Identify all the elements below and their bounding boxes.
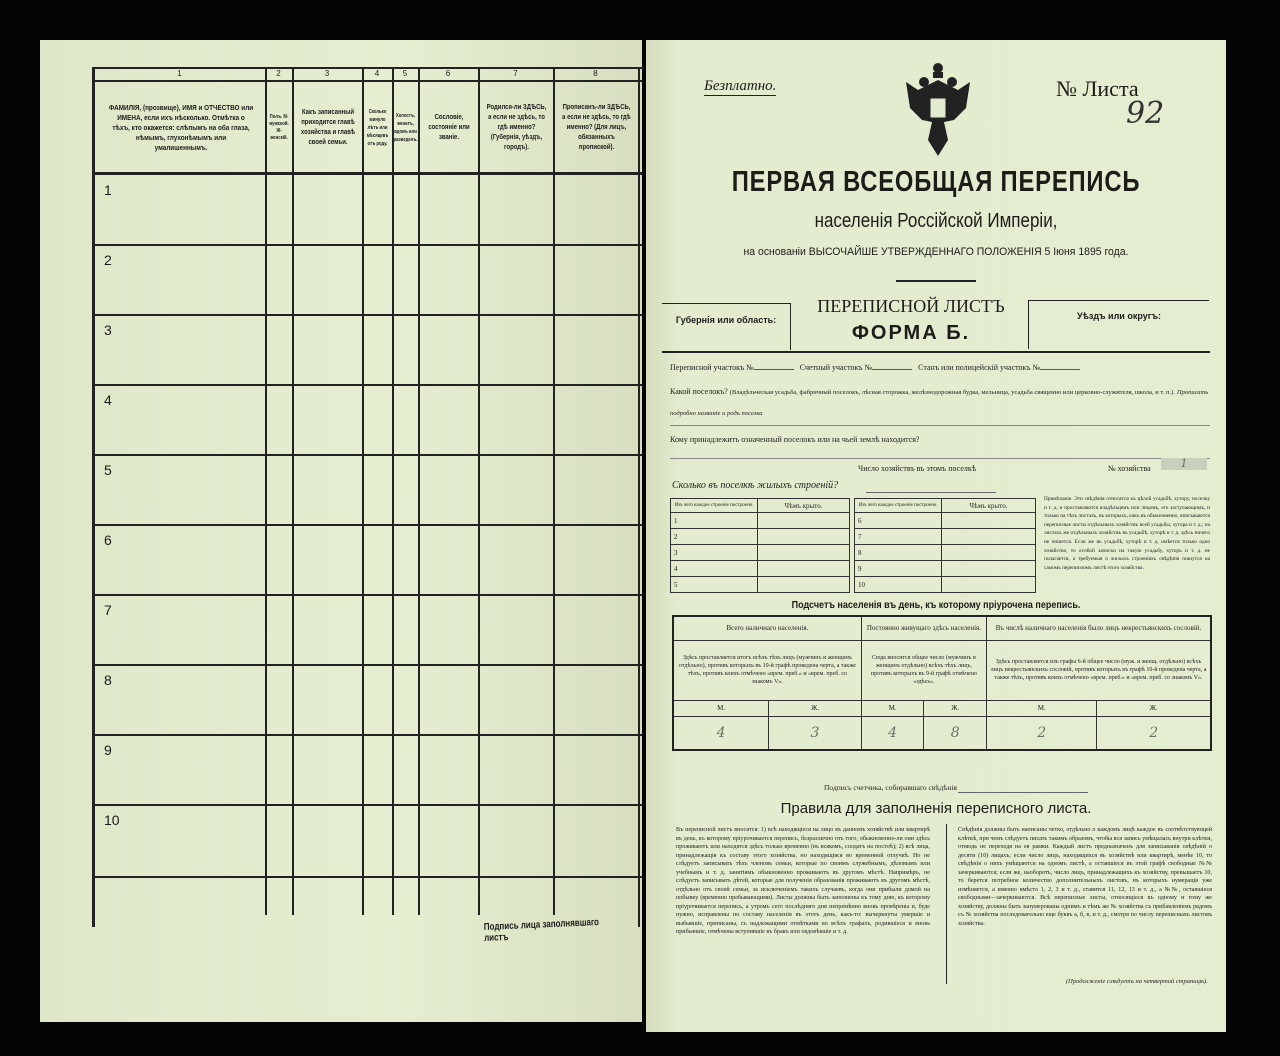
building-row <box>855 577 1036 593</box>
header-birthplace: Родился-ли ЗДѢСЬ, а если не здѣсь, то гдѣ именно? (Губернія, уѣздъ, городъ). <box>486 104 547 151</box>
column-number: 3 <box>324 69 330 78</box>
police-area-label: Станъ или полицейскій участокъ № <box>918 363 1041 372</box>
male-header: М. <box>987 700 1097 716</box>
count-title: Подсчетъ населенія въ день, къ которому пріурочена перепись. <box>791 600 1081 611</box>
col-material: Изъ чего каждое строеніе построено. <box>855 499 942 513</box>
male-count: 2 <box>987 716 1097 750</box>
province-label: Губернія или область: <box>675 315 777 325</box>
column-number: 4 <box>374 69 380 78</box>
female-count: 8 <box>924 716 987 750</box>
row-divider <box>92 524 642 526</box>
free-label: Безплатно. <box>704 78 777 94</box>
province-box <box>662 303 791 350</box>
row-number: 2 <box>104 252 112 268</box>
column-number: 8 <box>593 69 598 78</box>
building-number: 6 <box>855 513 942 529</box>
write-line <box>958 792 1088 793</box>
form-title: ПЕРЕПИСНОЙ ЛИСТЪ <box>817 296 1005 316</box>
header-estate: Сословіе, состояніе или званіе. <box>428 114 470 141</box>
count-area-label: Счетный участокъ № <box>799 363 873 372</box>
row-divider <box>92 384 642 386</box>
col-roof: Чѣмъ крыто. <box>758 499 850 513</box>
building-number: 8 <box>855 545 942 561</box>
census-title: ПЕРВАЯ ВСЕОБЩАЯ ПЕРЕПИСЬ <box>731 166 1141 198</box>
building-row <box>671 529 850 545</box>
row-divider <box>92 244 642 246</box>
row-number: 4 <box>104 392 112 408</box>
census-subtitle: населенія Россійской Имперіи, <box>814 210 1058 232</box>
row-number: 1 <box>104 182 112 198</box>
row-number: 3 <box>104 322 112 338</box>
count-group-desc: Сюда вносится общее число (мужчинъ и женщинъ отдѣльно) всѣхъ тѣхъ лицъ, противъ которыхъ въ 9-й графѣ отмѣчено «здѣсь». <box>861 640 986 700</box>
male-count: 4 <box>861 716 924 750</box>
col-material: Изъ чего каждое строеніе построено. <box>671 499 758 513</box>
column-number: 7 <box>513 69 518 78</box>
row-number: 5 <box>104 462 112 478</box>
divider <box>92 80 642 82</box>
building-number: 4 <box>671 561 758 577</box>
roof-cell[interactable] <box>942 561 1036 577</box>
building-number: 3 <box>671 545 758 561</box>
population-count-table <box>672 615 1212 751</box>
divider <box>92 67 95 927</box>
header-marital: Холостъ, женатъ, вдовъ или разведенъ. <box>393 113 418 143</box>
divider <box>92 876 642 878</box>
row-number: 6 <box>104 532 112 548</box>
female-header: Ж. <box>1097 700 1211 716</box>
female-header: Ж. <box>924 700 987 716</box>
count-group-desc: Здѣсь проставляется итогъ всѣхъ тѣхъ лицъ (мужчинъ и женщинъ отдѣльно), противъ которыхъ въ 10-й графѣ проведена черта, а также тѣхъ, противъ коихъ отмѣчено «врем. преб.» и «врем. преб. со знакомъ V». <box>673 640 861 700</box>
count-group-desc: Здѣсь проставляется изъ графы 6-й общее число (муж. и женщ. отдѣльно) всѣхъ лицъ некрестьянскихъ сословій, противъ которыхъ въ графѣ 10-й проведена черта, а также тѣхъ, противъ коихъ отмѣчено «врем. преб.» и «врем. преб. со знакомъ V». <box>987 640 1212 700</box>
male-count: 4 <box>673 716 769 750</box>
divider <box>362 67 364 915</box>
roof-cell[interactable] <box>942 529 1036 545</box>
divider <box>946 824 947 984</box>
rules-right-column: Свѣдѣнія должны быть написаны четко, отдѣльно о каждомъ лицѣ каждое въ соотвѣтствующей клѣткѣ, при чемъ слѣдуетъ писать такимъ образомъ, чтобы вся запись умѣщалась внутри клѣтки, отнюдь не переходя на ея рамки. Каждый листъ предназначенъ для записыванія свѣдѣній о десяти (10) лицахъ; если число лицъ, находящихся въ хозяйствѣ или квартирѣ, менѣе 10, то свѣдѣнія о нихъ умѣщаются на одномъ листѣ, а оставшіеся въ этой графѣ свободные №№ зачеркиваются; если же, наоборотъ, число лицъ, принадлежащихъ къ хозяйству, превышаетъ 10, то берется потребное количество дополнительныхъ листовъ, въ которыхъ нумерація уже измѣняется, а именно вмѣсто 1, 2, 3 и т. д., ставится 11, 12, 13 и т. д., а №№, оставшіеся свободными—зачеркиваются. Всѣ переписные листы, относящіеся къ одному и тому же хозяйству, должны быть занумерованы однимъ и тѣмъ же № хозяйства съ прибавленіемъ рядомъ съ № хозяйства последовательно еще буквъ а, б, в, и т. д., смотря по числу переписныхъ листовъ хозяйства. <box>958 827 1212 927</box>
divider <box>662 351 1210 353</box>
building-number: 5 <box>671 577 758 593</box>
row-divider <box>92 314 642 316</box>
rules-title: Правила для заполненія переписного листа. <box>780 800 1092 817</box>
settlement-question <box>670 382 1210 424</box>
buildings-table-right <box>854 498 1036 593</box>
write-line <box>866 492 996 493</box>
divider <box>392 67 394 915</box>
row-number: 10 <box>104 812 120 828</box>
female-count: 2 <box>1097 716 1211 750</box>
divider <box>638 67 640 927</box>
building-row <box>855 529 1036 545</box>
roof-cell[interactable] <box>758 545 850 561</box>
area-fields <box>670 362 1210 373</box>
column-number: 1 <box>177 69 182 78</box>
header-registration: Прописанъ-ли ЗДѢСЬ, а если не здѣсь, то гдѣ именно? (Для лицъ, обязанныхъ пропиской). <box>562 104 631 151</box>
row-divider <box>92 734 642 736</box>
col-roof: Чѣмъ крыто. <box>942 499 1036 513</box>
female-header: Ж. <box>769 700 862 716</box>
roof-cell[interactable] <box>758 561 850 577</box>
roof-cell[interactable] <box>758 513 850 529</box>
roof-cell[interactable] <box>758 577 850 593</box>
count-group-title: Въ числѣ наличнаго населенія было лицъ некрестьянскихъ сословій. <box>987 616 1212 640</box>
census-area-label: Переписной участокъ № <box>670 363 754 372</box>
header-sex: Полъ. М-мужской. Ж-женскій. <box>269 114 289 141</box>
sheet-number-text: № Листа <box>1056 76 1139 101</box>
census-basis: на основаніи ВЫСОЧАЙШЕ УТВЕРЖДЕННАГО ПОЛОЖЕНІЯ 5 Іюня 1895 года. <box>743 246 1129 258</box>
buildings-question: Сколько въ поселкѣ жилыхъ строеній? <box>672 480 839 491</box>
row-divider <box>92 664 642 666</box>
settlement-hint2: Прописать подробно названіе и родъ поселка <box>670 389 1209 417</box>
form-subtitle: ФОРМА Б. <box>851 322 971 344</box>
district-label: Уѣздъ или округъ: <box>1076 311 1162 321</box>
households-count-label: Число хозяйствъ въ этомъ поселкѣ <box>858 464 977 473</box>
write-line <box>670 458 1210 459</box>
row-number: 8 <box>104 672 112 688</box>
settlement-hint: (Владѣльческая усадьба, фабричный поселокъ, лѣсная сторожка, желѣзнодорожная будка, мельница, усадьба священно или церковно-служителя, школа, и т. п.). <box>729 389 1175 396</box>
roof-cell[interactable] <box>942 577 1036 593</box>
buildings-table-left <box>670 498 850 593</box>
roof-cell[interactable] <box>942 545 1036 561</box>
right-page-form <box>646 40 1226 1032</box>
household-no-label: № хозяйства <box>1108 464 1151 473</box>
row-number: 9 <box>104 742 112 758</box>
divider <box>553 67 555 915</box>
male-header: М. <box>673 700 769 716</box>
settlement-label: Какой поселокъ? <box>670 387 728 396</box>
divider <box>478 67 480 915</box>
building-row <box>671 513 850 529</box>
count-group-title: Постоянно живущаго здѣсь населенія. <box>861 616 986 640</box>
divider <box>292 67 294 915</box>
row-divider <box>92 454 642 456</box>
building-number: 10 <box>855 577 942 593</box>
row-divider <box>92 804 642 806</box>
row-divider <box>92 594 642 596</box>
divider <box>92 172 642 175</box>
building-row <box>855 561 1036 577</box>
column-number: 2 <box>276 69 281 78</box>
header-relation: Какъ записанный приходится главѣ хозяйства и главѣ своей семьи. <box>300 109 356 146</box>
building-row <box>855 545 1036 561</box>
rules-left-column: Въ переписной листъ вносятся: 1) всѣ находящіеся на лицо въ данномъ хозяйствѣ или квартирѣ въ день, къ которому пріурочивается перепись, безразлично отъ того, обыкновенно-ли они здѣсь проживаютъ или находятся здѣсь только временно (въ всякомъ, солдатъ на постоѣ); 2) всѣ лица, принадлежащія къ составу этого хозяйства, но находящіяся во временной отлучкѣ. Но не слѣдуетъ записывать тѣхъ членовъ семьи, которые по своимъ служебнымъ, дѣловымъ или учебнымъ и т. д. занятіямъ обыкновенно проживаютъ въ другомъ мѣстѣ. Напримѣръ, не слѣдуетъ записывать дѣтей, которые для полученія образованія проживаютъ въ другомъ мѣстѣ, отдѣльно отъ своей семьи, за исключеніемъ такихъ случаевъ, когда они прибыли домой на побывку (временно пребывающими). Листы должны быть заполнены къ тому дню, къ которому пріурочивается перепись, а утромъ сего послѣдняго дня непремѣнно вновь провѣрены и, буде нужно, исправлены по составу населенія въ этотъ день, какъ-то: вычеркнуты умершіе и выбывшіе, приписаны, съ надлежащими отмѣтками во всѣхъ графахъ, родившіеся и вновь прибывшіе, отмѣчены вступившіе въ бракъ или овдовѣвшіе и т. д. <box>676 827 930 935</box>
building-number: 2 <box>671 529 758 545</box>
male-header: М. <box>861 700 924 716</box>
sheet-number-value: 92 <box>1126 96 1165 131</box>
building-row <box>671 561 850 577</box>
roof-cell[interactable] <box>758 529 850 545</box>
divider <box>265 67 267 915</box>
continued-note: (Продолженіе слѣдуетъ на четвертой страницѣ). <box>1066 978 1208 985</box>
divider <box>418 67 420 915</box>
column-number: 5 <box>402 69 408 78</box>
owner-question: Кому принадлежитъ означенный поселокъ или на чьей землѣ находится? <box>670 435 920 444</box>
building-number: 9 <box>855 561 942 577</box>
count-group-title: Всего наличнаго населенія. <box>673 616 861 640</box>
header-name: ФАМИЛІЯ, (прозвище), ИМЯ и ОТЧЕСТВО или ИМЕНА, если ихъ нѣсколько. Отмѣтка о тѣхъ, кто окажется: слѣпымъ на оба глаза, нѣмымъ, глухонѣмымъ или умалишеннымъ. <box>108 103 254 152</box>
roof-cell[interactable] <box>942 513 1036 529</box>
building-number: 7 <box>855 529 942 545</box>
district-box <box>1028 300 1209 349</box>
write-line <box>670 425 1210 426</box>
household-no-value: 1 <box>1161 458 1207 470</box>
building-number: 1 <box>671 513 758 529</box>
row-number: 7 <box>104 602 112 618</box>
left-page-census-table <box>40 40 642 1022</box>
building-row <box>855 513 1036 529</box>
divider <box>896 280 976 282</box>
header-age: Сколько минуло лѣтъ или мѣсяцевъ отъ роду. <box>366 109 389 147</box>
note-text: Примѣчаніе. Эти свѣдѣнія относятся къ цѣлой усадьбѣ, хутору, поселку и т. д. и проставляются владѣльцемъ или лицомъ, его заступающимъ, и только на тѣхъ листахъ, въ которыхъ, какъ въ обыкновенно, вписываются переписные листы отдѣльныхъ хозяйствъ всей усадьбы, хутора и т. д.; на листахъ же отдѣльныхъ хозяйствъ въ усадьбѣ, хуторѣ и т. д. здѣсь ничего не пишется. Если же въ усадьбѣ, хуторѣ и т. д. имѣется только одно хозяйство, то особой записки на такую усадьбу, хуторъ и т. д. не полагается, а требуемыя о жилыхъ строеніяхъ свѣдѣнія пишутся на самомъ переписномъ листѣ этого хозяйства. <box>1044 496 1210 571</box>
enumerator-signature-label: Подпись счетчика, собиравшаго свѣдѣнія <box>824 783 957 792</box>
building-row <box>671 577 850 593</box>
building-row <box>671 545 850 561</box>
imperial-eagle-emblem <box>898 60 978 160</box>
column-number: 6 <box>445 69 451 78</box>
female-count: 3 <box>769 716 862 750</box>
signature-label: Подпись лица заполнявшаго листъ <box>483 916 600 944</box>
